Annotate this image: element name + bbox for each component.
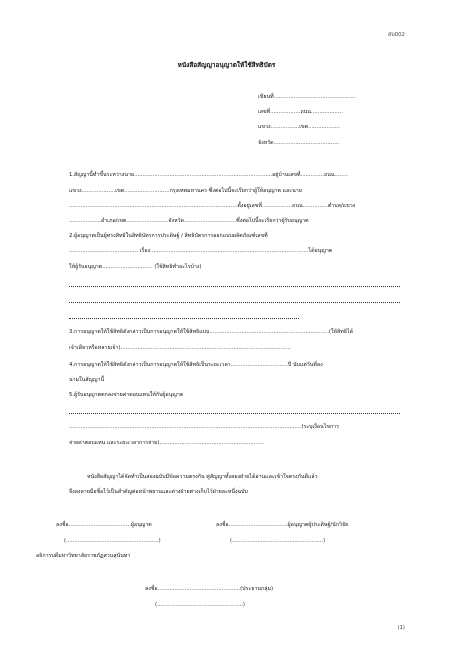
closing-line-2: จึงลงลายมือชื่อไว้เป็นสำคัญต่อหน้าพยานและต่างฝ่ายต่างเก็บไว้ฝ่ายละหนึ่งฉบับ (69, 489, 248, 495)
clause-4-line-2: นามในสัญญานี้ (69, 377, 105, 383)
clause-2-line-3: ให้ผู้รับอนุญาต.............................. (ใช้สิทธิทำอะไรบ้าง) (69, 264, 202, 270)
clause-5-line-1: 5.ผู้รับอนุญาตตกลงจ่ายค่าตอบแทนให้กับผู้อนุญาต (69, 392, 184, 398)
document-code: สบ002 (387, 32, 405, 38)
clause-4-line-1: 4.การอนุญาตให้ใช้สิทธิดังกล่าวเป็นการอนุญาตให้ใช้สิทธิเป็นระยะเวลา..................................ปี นับแต่วันที่ลง (69, 362, 323, 368)
page-number: (1) (397, 625, 405, 631)
district-field: แขวง.................เขต................... (258, 124, 341, 130)
clause-1-line-4: ...................อำเภอ/เขต.........................จังหวัด...............................ซึ่งต่อไปนี้จะเรียกว่าผู้รับอนุญาต (69, 218, 309, 224)
clause-2-line-1: 2.ผู้อนุญาตเป็นผู้ทรงสิทธิในสิทธิบัตรการประดิษฐ์ / สิทธิบัตรการออกแบบผลิตภัณฑ์เลขที่ (69, 233, 268, 239)
chair-name: (...................................................) (155, 602, 246, 608)
inventor-signature: ลงชื่อ...................................ผู้อนุญาตผู้ประดิษฐ์/นักวิจัย (216, 522, 349, 528)
blank-line (69, 302, 400, 303)
blank-line (69, 413, 400, 414)
written-at-field: เขียนที่................................................. (258, 94, 357, 100)
licensor-title: อธิการบดีมหาวิทยาลัยราชภัฏสวนสุนันทา (36, 553, 131, 559)
clause-5-line-2: ..........................................................................................................................................(ระบุเงื่อนไขการ (69, 424, 339, 430)
clause-1-line-2: แขวง....................เขต...........................กรุงเทพมหานคร ซึ่งต่อไปนี้จะเรียกว่าผู้ให้อนุญาต และนาย (69, 188, 302, 194)
closing-line-1: หนังสือสัญญาได้จัดทำเป็นสองฉบับมีข้อความตรงกัน คู่สัญญาทั้งสองฝ่ายได้อ่านและเข้าใจตรงกันดีแล้ว (87, 474, 318, 480)
inventor-name: (......................................................) (230, 538, 326, 544)
clause-3-line-2: เจ้าเดียวหรือหลายเจ้า)..................................................................................................... (69, 345, 291, 351)
licensor-name: (.......................................................) (64, 538, 161, 544)
blank-line (69, 318, 299, 319)
document-title: หนังสือสัญญาอนุญาตให้ใช้สิทธิบัตร (177, 61, 276, 69)
clause-1-line-1: 1.สัญญานี้ทำขึ้นระหว่างนาย..................................................................................อยู่บ้านเลขที่..............ถนน........ (69, 172, 348, 178)
province-field: จังหวัด....................................... (258, 140, 340, 146)
clause-1-line-3: ....................................................................................................ตั้งอยู่เลขที่..................ถนน...............ตำบล/แขวง (69, 203, 356, 209)
chair-signature: ลงชื่อ.................................................(ประธานกลุ่ม) (145, 586, 274, 592)
number-road-field: เลขที่..................ถนน................... (258, 109, 343, 115)
clause-2-line-2: ......................................... เรื่อง..............................................................................................ได้อนุญาต (69, 248, 333, 254)
blank-line (69, 286, 400, 287)
licensor-signature: ลงชื่อ.....................................ผู้อนุญาต (56, 522, 152, 528)
clause-5-line-3: จ่ายค่าตอบแทน และระยะเวลาการจ่าย).............................................................. (69, 440, 264, 446)
clause-3-line-1: 3.การอนุญาตให้ใช้สิทธิดังกล่าวเป็นการอนุญาตให้ใช้สิทธิแบบ.......................................................................(ให้สิทธิได้ (69, 329, 354, 335)
